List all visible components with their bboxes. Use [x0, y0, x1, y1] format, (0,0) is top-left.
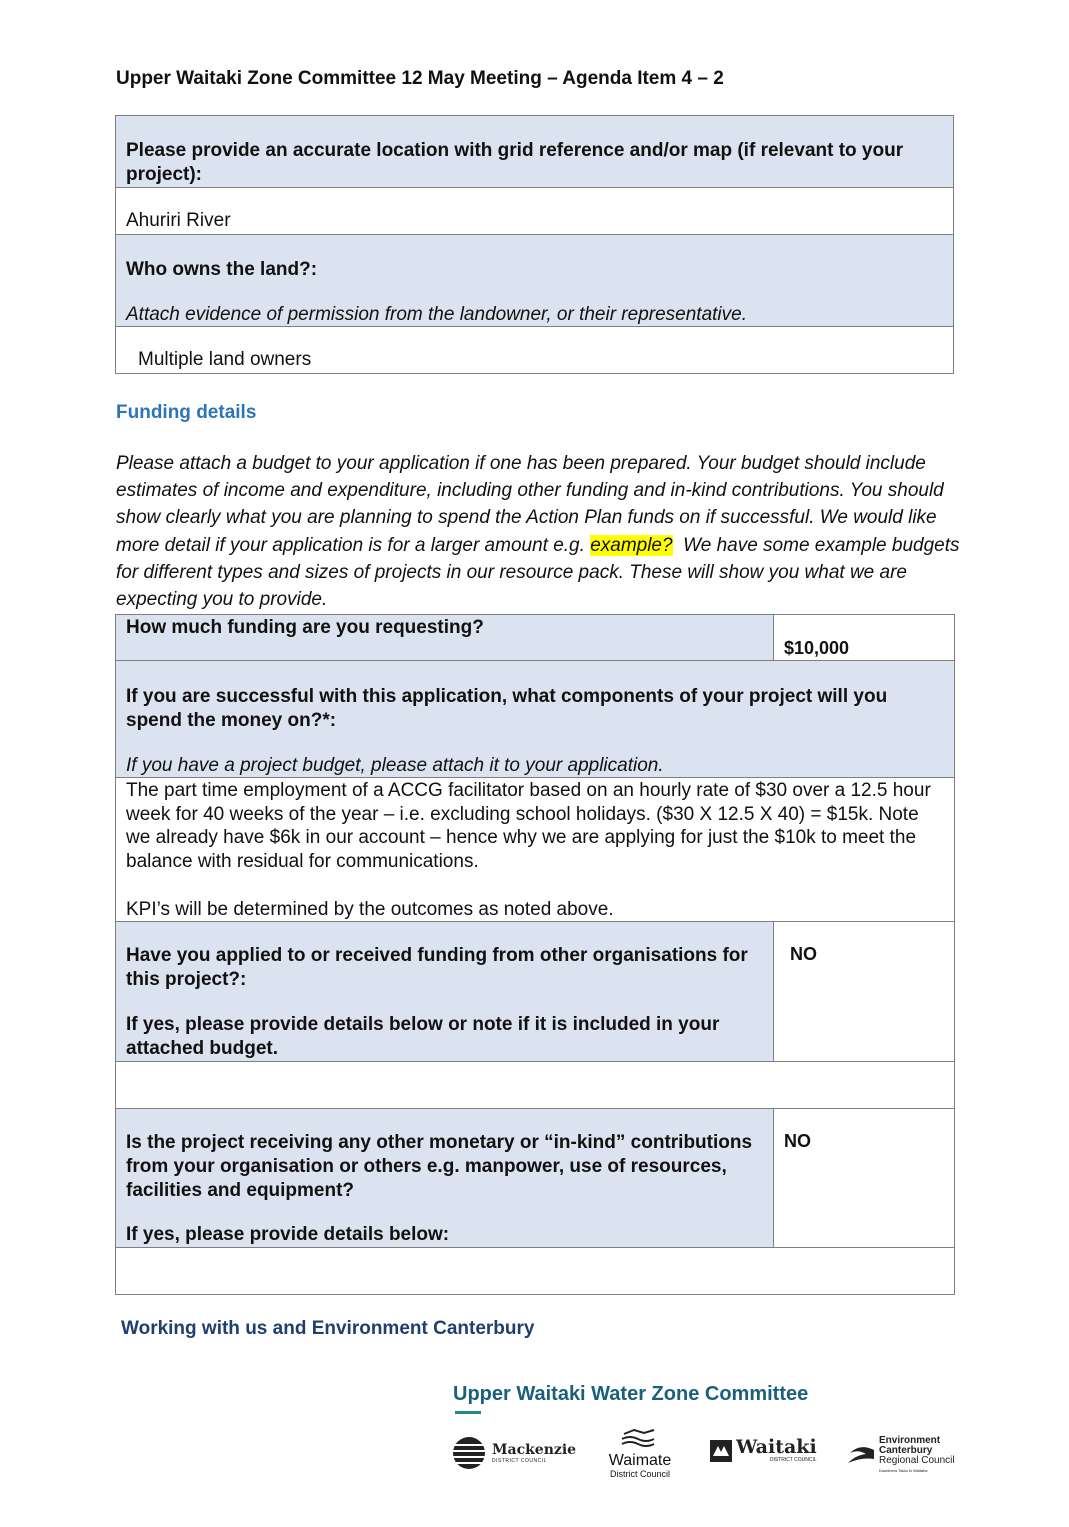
page-header: Upper Waitaki Zone Committee 12 May Meeting – Agenda Item 4 – 2 [116, 68, 724, 89]
location-answer-cell [116, 188, 954, 235]
ecan-swirl-icon [846, 1445, 876, 1467]
ecan-line4: Kaunihera Taiao ki Waitaha [879, 1468, 928, 1473]
working-with-us-heading: Working with us and Environment Canterbury [121, 1318, 535, 1339]
mackenzie-sub: DISTRICT COUNCIL [492, 1458, 547, 1464]
location-question-cell [116, 116, 954, 188]
mackenzie-logo [452, 1436, 576, 1470]
intro-highlight: example? [590, 534, 673, 556]
other-funding-note: If yes, please provide details below or note if it is included in your attached budget. [126, 1014, 720, 1059]
mackenzie-name: Mackenzie [492, 1442, 577, 1458]
ecan-line2: Canterbury [879, 1445, 933, 1456]
waimate-logo [597, 1428, 683, 1479]
components-answer-cell [116, 778, 955, 922]
other-funding-answer: NO [790, 944, 817, 964]
other-funding-question: Have you applied to or received funding from other organisations for this project?: [126, 945, 748, 990]
components-note: If you have a project budget, please attach it to your application. [126, 755, 664, 776]
request-question: How much funding are you requesting? [126, 617, 484, 638]
inkind-question: Is the project receiving any other monetary or “in-kind” contributions from your organisation or others e.g. manpower, use of resources, facilities and equipment? [126, 1132, 753, 1201]
components-question-cell [116, 661, 955, 778]
waitaki-logo [710, 1438, 817, 1463]
request-amount-cell [774, 615, 955, 661]
land-answer-cell [116, 327, 954, 374]
location-question: Please provide an accurate location with grid reference and/or map (if relevant to your project): [126, 140, 904, 185]
ecan-line1: Environment [879, 1435, 941, 1446]
ecan-logo [846, 1436, 955, 1476]
inkind-question-cell [116, 1109, 774, 1248]
waitaki-emblem-icon [710, 1440, 732, 1462]
land-question-cell [116, 235, 954, 327]
ecan-line3: Regional Council [879, 1455, 955, 1466]
inkind-answer-cell [774, 1109, 955, 1248]
location-answer: Ahuriri River [126, 210, 231, 231]
waitaki-name: Waitaki [736, 1436, 817, 1458]
components-answer-p1: The part time employment of a ACCG facilitator based on an hourly rate of $30 over a 12.5 hour week for 40 weeks of the year – i.e. excluding school holidays. ($30 X 12.5 X 40) = $15k. Note we already have $6k in our account – hence why we are applying for just the $10k to meet the balance with residual for communications. [126, 780, 931, 872]
waimate-name: Waimate [608, 1452, 672, 1469]
inkind-answer: NO [784, 1131, 811, 1151]
inkind-details-cell [116, 1248, 955, 1295]
waimate-waves-icon [620, 1428, 660, 1448]
intro-text-2: We have some example budgets for different types and sizes of projects in our resource pack. These will show you what we are expecting you to provide. [116, 534, 960, 611]
zone-committee-underline [455, 1411, 481, 1414]
funding-heading: Funding details [116, 402, 257, 423]
land-note: Attach evidence of permission from the landowner, or their representative. [126, 304, 747, 325]
waitaki-sub: DISTRICT COUNCIL [769, 1457, 817, 1463]
land-question: Who owns the land?: [126, 259, 318, 280]
location-table [115, 115, 954, 374]
zone-committee-title: Upper Waitaki Water Zone Committee [453, 1383, 809, 1405]
land-answer: Multiple land owners [138, 349, 312, 370]
other-funding-details-cell [116, 1062, 955, 1109]
components-question: If you are successful with this application, what components of your project will you spend the money on?*: [126, 686, 888, 731]
inkind-note: If yes, please provide details below: [126, 1224, 450, 1245]
components-answer-p2: KPI’s will be determined by the outcomes as noted above. [126, 899, 614, 920]
other-funding-answer-cell [774, 922, 955, 1062]
mackenzie-emblem-icon [452, 1436, 486, 1470]
request-question-cell [116, 615, 774, 661]
waimate-sub: District Council [609, 1469, 670, 1479]
intro-text-1: Please attach a budget to your application if one has been prepared. Your budget should include estimates of income and expenditure, including other funding and in-kind contributions. You should show clearly what you are planning to spend the Action Plan funds on if successful. We would like more detail if your application is for a larger amount e.g. [116, 453, 944, 556]
funding-intro [116, 450, 966, 613]
request-amount: $10,000 [784, 638, 850, 658]
other-funding-question-cell [116, 922, 774, 1062]
funding-table [115, 614, 955, 1295]
